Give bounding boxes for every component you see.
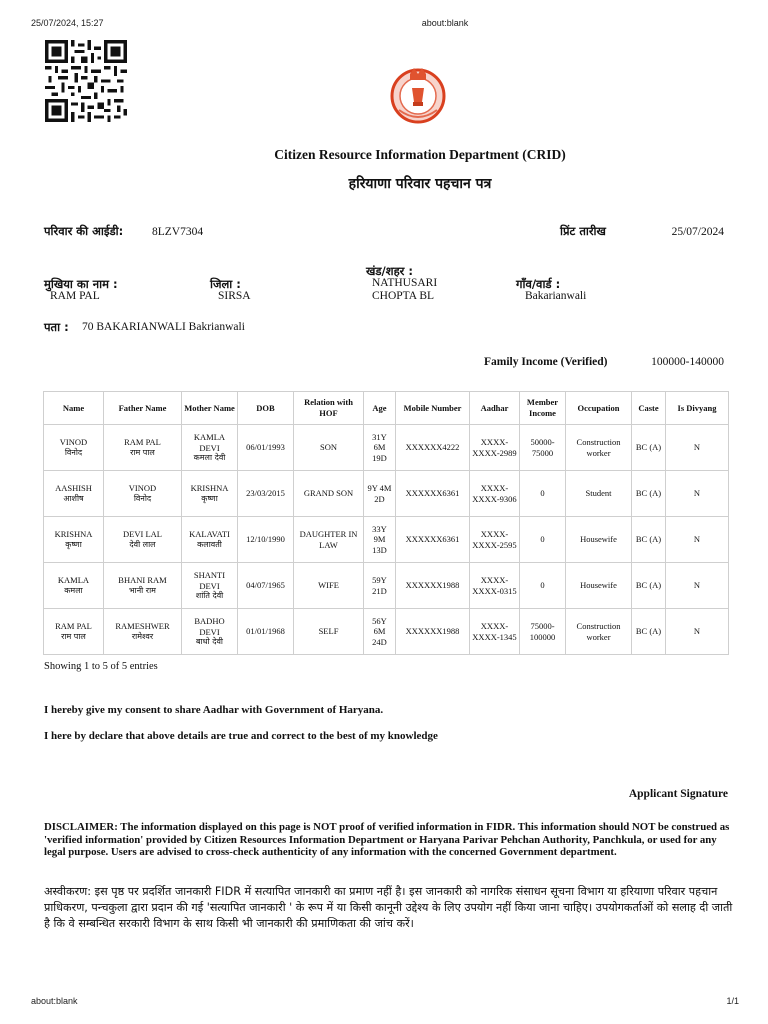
aadhar-consent-text: I hereby give my consent to share Aadhar with Government of Haryana.	[44, 704, 384, 716]
table-entries-info: Showing 1 to 5 of 5 entries	[44, 661, 158, 672]
divyang-cell: N	[666, 471, 729, 517]
column-header: Occupation	[566, 392, 632, 425]
income-cell: 75000-100000	[520, 609, 566, 655]
head-name-value: RAM PAL	[50, 290, 100, 302]
name-en: RAM PAL	[55, 621, 92, 632]
caste-cell: BC (A)	[632, 609, 666, 655]
occupation-cell: Construction worker	[566, 609, 632, 655]
name-cell	[44, 563, 104, 609]
dob-cell: 04/07/1965	[238, 563, 294, 609]
divyang-cell: N	[666, 425, 729, 471]
age-cell: 9Y 4M 2D	[364, 471, 396, 517]
father-hi: विनोद	[133, 493, 152, 503]
father-en: RAMESHWER	[115, 621, 170, 632]
father-hi: भानी राम	[129, 585, 156, 595]
column-header: DOB	[238, 392, 294, 425]
column-header: Member Income	[520, 392, 566, 425]
name-en: KRISHNA	[54, 529, 93, 540]
block-value-2: CHOPTA BL	[372, 290, 435, 302]
aadhar-cell: XXXX-XXXX-1345	[470, 609, 520, 655]
mobile-cell: XXXXXX1988	[396, 609, 470, 655]
occupation-cell: Housewife	[566, 563, 632, 609]
table-row	[44, 517, 729, 563]
age-cell: 59Y 21D	[364, 563, 396, 609]
disclaimer-hindi: अस्वीकरण: इस पृष्ठ पर प्रदर्शित जानकारी FIDR में सत्यापित जानकारी का प्रमाण नहीं है। इस जानकारी को नागरिक संसाधन सूचना विभाग या हरियाणा परिवार पहचान प्राधिकरण, पन्चकुला द्वारा प्रदान की गई 'सत्यापित जानकारी ' के रूप में या किसी कानूनी उद्देश्य के लिए उपयोग नहीं किया जाना चाहिए। उपयोगकर्ताओं को सलाह दी जाती है कि वे सम्बन्धित सरकारी विभाग के साथ किसी भी जानकारी की प्रमाणिकता की जांच करें।	[44, 885, 733, 930]
footer-url: about:blank	[31, 996, 78, 1006]
print-timestamp: 25/07/2024, 15:27	[31, 18, 104, 28]
relation-cell: GRAND SON	[294, 471, 364, 517]
column-header: Aadhar	[470, 392, 520, 425]
head-name-label: मुखिया का नाम :	[44, 277, 118, 291]
table-row	[44, 609, 729, 655]
name-en: VINOD	[59, 437, 88, 448]
table-row	[44, 563, 729, 609]
caste-cell: BC (A)	[632, 425, 666, 471]
column-header: Caste	[632, 392, 666, 425]
mother-hi: शांति देवी	[195, 591, 224, 601]
father-hi: राम पाल	[130, 447, 155, 457]
mother-hi: बाधो देवी	[196, 637, 223, 647]
family-id-label: परिवार की आईडी:	[44, 224, 124, 238]
address-label: पता :	[44, 320, 69, 334]
mother-en: SHANTI DEVI	[193, 569, 226, 591]
father-cell	[104, 563, 182, 609]
relation-cell: WIFE	[294, 563, 364, 609]
relation-cell: SON	[294, 425, 364, 471]
name-cell	[44, 425, 104, 471]
income-cell: 0	[520, 471, 566, 517]
mother-cell	[182, 609, 238, 655]
name-hi: राम पाल	[61, 631, 86, 641]
relation-cell: DAUGHTER IN LAW	[294, 517, 364, 563]
divyang-cell: N	[666, 563, 729, 609]
district-value: SIRSA	[218, 290, 251, 302]
father-en: DEVI LAL	[123, 529, 162, 540]
age-cell: 31Y 6M 19D	[364, 425, 396, 471]
aadhar-cell: XXXX-XXXX-0315	[470, 563, 520, 609]
address-value: 70 BAKARIANWALI Bakrianwali	[82, 321, 245, 333]
mother-en: KAMLA DEVI	[193, 431, 226, 453]
column-header: Mother Name	[182, 392, 238, 425]
mother-cell	[182, 471, 238, 517]
mother-cell	[182, 425, 238, 471]
income-cell: 0	[520, 563, 566, 609]
relation-cell: SELF	[294, 609, 364, 655]
document-title: हरियाणा परिवार पहचान पत्र	[348, 176, 492, 192]
column-header: Mobile Number	[396, 392, 470, 425]
name-en: KAMLA	[57, 575, 90, 586]
father-cell	[104, 471, 182, 517]
mobile-cell: XXXXXX6361	[396, 471, 470, 517]
name-hi: कमला	[64, 585, 83, 595]
footer-page-number: 1/1	[726, 996, 739, 1006]
column-header: Relation with HOF	[294, 392, 364, 425]
name-cell	[44, 517, 104, 563]
mother-en: BADHO DEVI	[194, 615, 225, 637]
name-en: AASHISH	[55, 483, 92, 494]
village-value: Bakarianwali	[525, 290, 587, 302]
block-label: खंड/शहर :	[366, 264, 413, 278]
age-cell: 33Y 9M 13D	[364, 517, 396, 563]
haryana-emblem	[385, 58, 451, 128]
table-row	[44, 471, 729, 517]
district-label: जिला :	[210, 277, 241, 291]
family-members-table	[43, 391, 729, 655]
occupation-cell: Housewife	[566, 517, 632, 563]
mobile-cell: XXXXXX4222	[396, 425, 470, 471]
mother-en: KRISHNA	[190, 483, 229, 494]
name-hi: कृष्णा	[65, 539, 82, 549]
name-hi: विनोद	[64, 447, 83, 457]
mobile-cell: XXXXXX6361	[396, 517, 470, 563]
column-header: Father Name	[104, 392, 182, 425]
dob-cell: 01/01/1968	[238, 609, 294, 655]
aadhar-cell: XXXX-XXXX-2595	[470, 517, 520, 563]
mother-hi: कमला देवी	[193, 453, 226, 463]
print-date-value: 25/07/2024	[671, 226, 724, 238]
aadhar-cell: XXXX-XXXX-9306	[470, 471, 520, 517]
mobile-cell: XXXXXX1988	[396, 563, 470, 609]
name-hi: आशीष	[63, 493, 84, 503]
father-cell	[104, 425, 182, 471]
family-income-label: Family Income (Verified)	[484, 356, 608, 368]
father-en: VINOD	[128, 483, 157, 494]
father-hi: देवी लाल	[129, 539, 156, 549]
caste-cell: BC (A)	[632, 471, 666, 517]
applicant-signature-label: Applicant Signature	[628, 788, 728, 800]
father-cell	[104, 609, 182, 655]
block-value-1: NATHUSARI	[372, 277, 438, 289]
column-header: Name	[44, 392, 104, 425]
dob-cell: 12/10/1990	[238, 517, 294, 563]
father-hi: रामेश्वर	[131, 631, 154, 641]
mother-hi: कलावती	[197, 539, 222, 549]
mother-cell	[182, 563, 238, 609]
income-cell: 0	[520, 517, 566, 563]
father-en: RAM PAL	[124, 437, 161, 448]
column-header: Is Divyang	[666, 392, 729, 425]
divyang-cell: N	[666, 609, 729, 655]
father-en: BHANI RAM	[118, 575, 167, 586]
family-income-value: 100000-140000	[651, 356, 724, 368]
dob-cell: 06/01/1993	[238, 425, 294, 471]
qr-code	[42, 40, 130, 122]
table-header-row	[44, 392, 729, 425]
father-cell	[104, 517, 182, 563]
declaration-text: I here by declare that above details are true and correct to the best of my knowledge	[44, 730, 438, 742]
divyang-cell: N	[666, 517, 729, 563]
dob-cell: 23/03/2015	[238, 471, 294, 517]
name-cell	[44, 609, 104, 655]
age-cell: 56Y 6M 24D	[364, 609, 396, 655]
mother-cell	[182, 517, 238, 563]
income-cell: 50000-75000	[520, 425, 566, 471]
mother-hi: कृष्णा	[201, 493, 218, 503]
family-id-value: 8LZV7304	[152, 226, 204, 238]
occupation-cell: Construction worker	[566, 425, 632, 471]
mother-en: KALAVATI	[189, 529, 230, 540]
column-header: Age	[364, 392, 396, 425]
page-title: about:blank	[421, 18, 469, 28]
print-date-label: प्रिंट तारीख	[560, 224, 606, 238]
table-row	[44, 425, 729, 471]
occupation-cell: Student	[566, 471, 632, 517]
caste-cell: BC (A)	[632, 563, 666, 609]
aadhar-cell: XXXX-XXXX-2989	[470, 425, 520, 471]
caste-cell: BC (A)	[632, 517, 666, 563]
village-label: गाँव/वार्ड :	[516, 277, 561, 291]
disclaimer-english: DISCLAIMER: The information displayed on this page is NOT proof of verified information in FIDR. This information should NOT be construed as 'verified information' provided by Citizen Resources Information Department or Haryana Parivar Pehchan Authority, Panchkula, or used for any legal purpose. Users are advised to cross-check authenticity of any information with the concerned Government department.	[44, 821, 730, 858]
name-cell	[44, 471, 104, 517]
department-title: Citizen Resource Information Department (CRID)	[274, 147, 566, 162]
